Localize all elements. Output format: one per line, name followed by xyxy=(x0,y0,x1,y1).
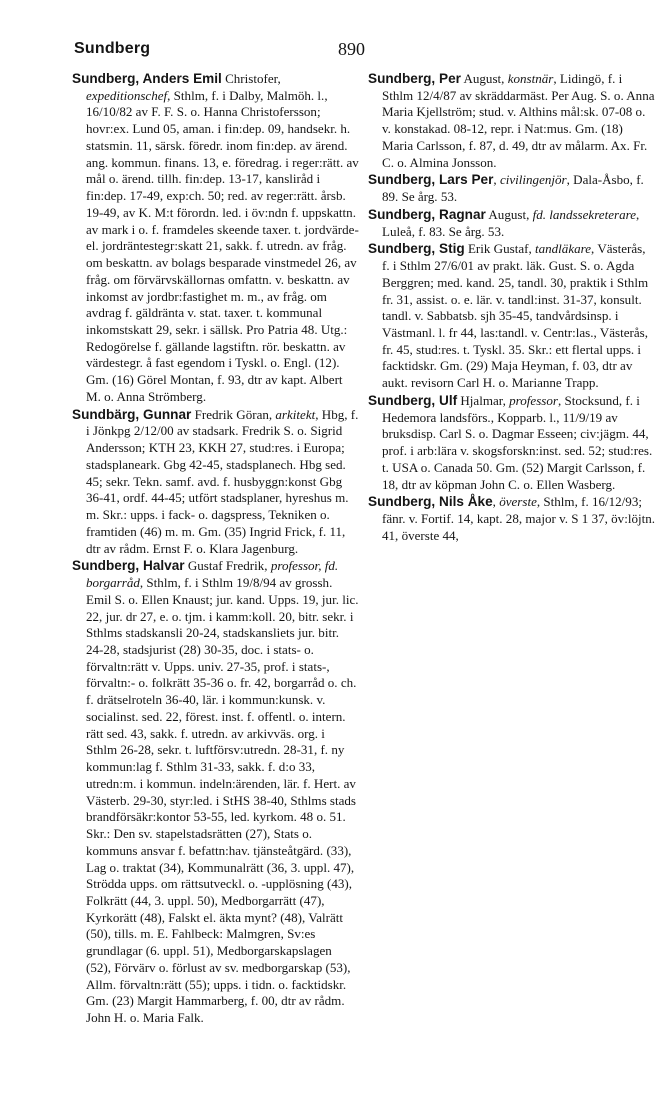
entry-name: Halvar xyxy=(143,558,185,574)
entry-title: tandläkare xyxy=(534,241,592,257)
entry-name: Gunnar xyxy=(143,406,192,422)
running-head: Sundberg xyxy=(74,40,151,57)
entry-body: , Hbg, f. i Jönkpg 2/12/00 av stadsark. Fredrik S. o. Sigrid Andersson; KTH 23, KKH 27, stud:res. i Europa; stadsplaneark. Gbg 42-45, stadsplanech. Hbg sed. 45; sekr. Tekn. samf. avd. f. husbyggn:konst Gbg 36-41, ordf. 44-45; utfört stadsplaner, hyreshus m. m. Skr.: upps. i fack- o. dagspress, Tekniken o. framtiden (46) m. m. Gm. (35) Ingrid Frick, f. 11, dtr av rådm. Ernst F. o. Klara Jagenburg. xyxy=(86,406,362,556)
entry-sundberg-lars-per xyxy=(368,172,655,205)
entry-surname: Sundberg, xyxy=(368,494,439,510)
entry-sundberg-stig xyxy=(368,241,655,392)
entry-sundberg-anders-emil xyxy=(72,71,363,406)
entry-rest-names: August, xyxy=(485,206,533,222)
entry-body: , Luleå, f. 83. Se årg. 53. xyxy=(382,206,643,239)
entry-surname: Sundberg, xyxy=(368,206,439,222)
entry-surname: Sundberg, xyxy=(72,71,143,86)
entry-surname: Sundberg, xyxy=(368,392,439,408)
entry-body: , Sthlm, f. 16/12/93; fänr. v. Fortif. 14, kapt. 28, major v. S 1 37, öv:löjtn. 41, överste 44, xyxy=(382,494,659,543)
entry-sundbarg-gunnar xyxy=(72,406,362,558)
entry-title: civilingenjör xyxy=(499,172,567,188)
entry-surname: Sundbärg, xyxy=(72,406,143,422)
entry-name: Anders Emil xyxy=(142,71,222,86)
entry-rest-names: , xyxy=(493,172,500,188)
entry-title: expeditionschef xyxy=(86,87,168,103)
entry-sundberg-ulf xyxy=(368,393,655,493)
entry-title: professor xyxy=(509,392,558,408)
entry-name: Ulf xyxy=(439,392,458,408)
entry-name: Stig xyxy=(439,241,465,257)
entry-name: Ragnar xyxy=(439,206,486,222)
entry-sundberg-ragnar xyxy=(368,207,655,240)
entry-title: fd. landssekreterare xyxy=(532,206,636,222)
entry-body: , Sthlm, f. i Sthlm 19/8/94 av grossh. Emil S. o. Ellen Knaust; jur. kand. Upps. 19, jur. lic. 22, jur. dr 27, e. o. tjm. i kamm:koll. 20, bitr. sekr. i Sthlms stadskansli 20-24, stadskansliets jur. bitr. 24-28, stadsjurist (28) 30-35, doc. i stats- o. förvaltn:rätt v. Upps. univ. 27-35, prof. i stats-, förvaltn:- o. folkrätt 35-36 o. fr. 42, borgarråd o. ch. f. drätselroteln 36-40, lär. i kommun:kunsk. v. socialinst. sed. 22, förest. inst. f. offentl. o. intern. rätt sed. 43, sakk. f. utredn. av arkivväs. org. i Sthlm 26-28, sekr. t. luftförsv:utredn. 28-31, f. ny kommun:lag f. Sthlm 31-33, sakk. f. d:o 33, utredn:m. i kommun. indeln:ärenden, lär. f. Hert. av Västerb. 29-30, styr:led. i StHS 38-40, Sthlms stads brandförsäkr:kontor 53-55, led. kyrkom. 48 o. 51. Skr.: Den sv. stapelstadsrätten (27), Stats o. kommuns ansvar f. befattn:hav. tjänsteåtgärd. (33), Lag o. traktat (34), Kommunalrätt (36, 3. uppl. 47), Strödda upps. om rättsutveckl. o. -upplösning (43), Folkrätt (44, 3. uppl. 50), Medborgarrätt (47), Kyrkorätt (48), Falskt el. äkta mynt? (48), Valrätt (50), tills. m. E. Fahlbeck: Malmgren, Sv:es grundlagar (6. uppl. 51), Medborgarskapslagen (52), Förvärv o. förlust av sv. medborgarskap (53), Allm. förvaltn:rätt (55); upps. i tidn. o. facktidskr. Gm. (23) Margit Hammarberg, f. 00, dtr av rådm. John H. o. Maria Falk. xyxy=(86,575,362,1026)
entry-name: Per xyxy=(439,71,461,86)
entry-rest-names: Fredrik Göran, xyxy=(191,406,276,422)
entry-title: konstnär xyxy=(507,71,554,86)
entry-body: , Sthlm, f. i Dalby, Malmöh. l., 16/10/82 av F. F. S. o. Hanna Christofersson; hovr:ex. Lund 05, aman. i fin:dep. 09, handsekr. h. statsmin. 11, särsk. föredr. inom fin:dep. av ärend. ang. kommun. finans. 13, e. föredrag. i reger:rätt. av mål o. ärend. tillh. fin:dep. 13-17, kansliråd i fin:dep. 17-49, exp:ch. 50; red. av reger:rätt. årsb. 19-49, av K. M:t förordn. led. i öv:ndn f. uppskattn. av mark i o. f. framdeles skeende taxer. t. jordvärde- el. jordräntestegr:skatt 21, sakk. f. utredn. av fråg. om beskattn. av bolags besparade vinstmedel 26, av fråg. om förvärvskällornas omfattn. v. beskattn. av inkomst av jordbr:fastighet m. m., av fråg. om avdrag f. gäldränta v. stat. taxer. t. kommunal inkomstskatt 29, sekr. i sällsk. Pro Patria 48. Utg.: Redogörelse f. gällande lagstiftn. rör. beskattn. av värdestegr. å fast egendom i Tyskl. o. Engl. (12). Gm. (16) Görel Montan, f. 93, dtr av kapt. Albert M. o. Anna Strömberg. xyxy=(86,87,363,404)
entry-surname: Sundberg, xyxy=(368,71,439,86)
entry-body: , Västerås, f. i Sthlm 27/6/01 av prakt. läk. Gust. S. o. Agda Berggren; med. kand. 25, tandl. 30, praktik i Sthlm fr. 31, assist. o. e. lär. v. tandl:inst. 31-37, konsult. tandl. v. Sabbatsb. sjh 35-45, tandvårdsinsp. i Västmanl. l. fr 44, las:tandl. v. Centr:las., Västerås, fr. 45, stud:res. t. Tyskl. 35. Skr.: ett flertal upps. i facktidskr. Gm. (29) Maja Heyman, f. 03, dtr av aukt. revisorn Carl H. o. Marianne Trapp. xyxy=(382,241,652,391)
entry-name: Lars Per xyxy=(439,172,494,188)
entry-surname: Sundberg, xyxy=(72,558,143,574)
entry-surname: Sundberg, xyxy=(368,172,439,188)
entry-body: , Dala-Åsbo, f. 89. Se årg. 53. xyxy=(382,172,648,205)
page-header xyxy=(74,40,654,70)
entry-surname: Sundberg, xyxy=(368,241,439,257)
entry-rest-names: August, xyxy=(460,71,508,86)
entry-sundberg-per xyxy=(368,71,658,171)
entry-rest-names: , xyxy=(492,494,500,510)
entry-rest-names: Hjalmar, xyxy=(457,392,510,408)
entry-name: Nils Åke xyxy=(439,494,493,510)
entry-title: arkitekt xyxy=(275,406,316,422)
entry-title: överste xyxy=(499,494,537,510)
column-left xyxy=(72,71,363,1027)
entry-rest-names: Christofer, xyxy=(221,71,284,86)
entry-title: professor, fd. borgarråd xyxy=(86,558,339,591)
column-right xyxy=(368,71,659,545)
page-number: 890 xyxy=(338,39,365,59)
entry-body: , Lidingö, f. i Sthlm 12/4/87 av skräddarmäst. Per Aug. S. o. Anna Maria Kjellström; stud. v. Althins mål:sk. 07-08 o. v. konstakad. 08-12, repr. i Nat:mus. Gm. (18) Maria Carlsson, f. 87, d. 49, dtr av målarm. Ax. Fr. C. o. Almina Jonsson. xyxy=(382,71,658,170)
entry-body: , Stocksund, f. i Hedemora landsförs., Kopparb. l., 11/9/19 av bruksdisp. Carl S. o. Dagmar Esseen; civ:jägm. 44, prof. i arb:lära v. skogsforskn:inst. sed. 52; stud:res. t. USA o. Canada 50. Gm. (52) Margit Carlsson, f. 18, dtr av köpman John C. o. Ellen Wasberg. xyxy=(382,392,656,492)
entry-sundberg-nils-ake xyxy=(368,494,659,544)
entry-rest-names: Erik Gustaf, xyxy=(464,241,535,257)
entry-rest-names: Gustaf Fredrik, xyxy=(184,558,271,574)
entry-sundberg-halvar xyxy=(72,558,362,1027)
